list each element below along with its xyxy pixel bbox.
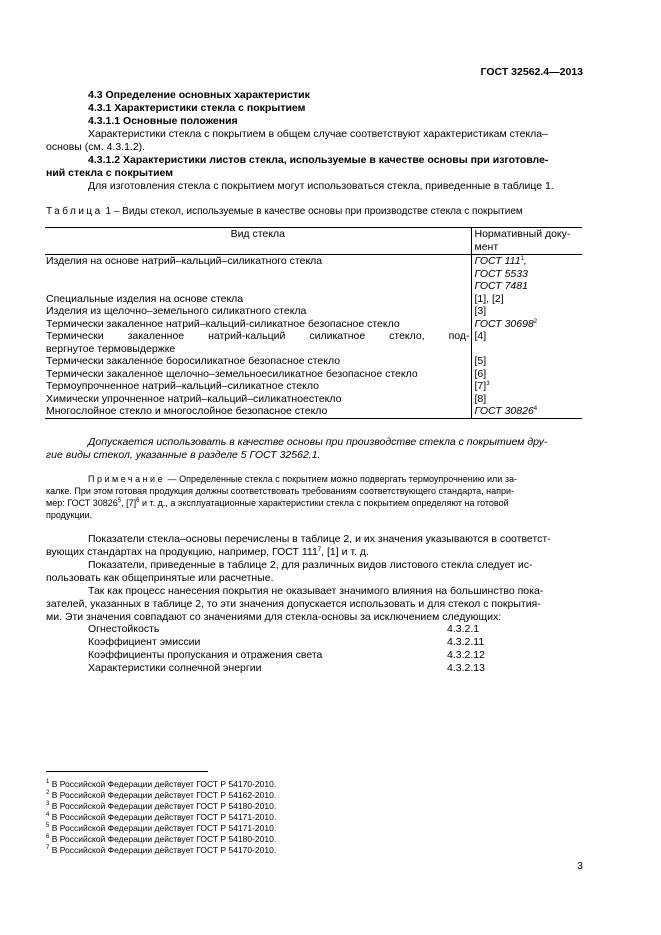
table-cell-document	[471, 343, 582, 356]
table-cell-document: [5]	[474, 355, 487, 367]
table-cell-document: $[7]^3$	[474, 380, 490, 392]
paragraph-line: Показатели стекла–основы перечислены в таблице 2, и их значения указываются в соответст-	[88, 533, 551, 545]
paragraph-line: зателей, указанных в таблице 2, то эти значения допускается использовать и для стекол с покрытия-	[46, 598, 541, 610]
exception-name: Коэффициенты пропускания и отражения света	[88, 649, 323, 661]
section-heading-4-3-1-2: 4.3.1.2 Характеристики листов стекла, используемые в качестве основы при изготовле-	[88, 154, 549, 166]
paragraph-line: пользовать как общепринятые или расчетные.	[46, 572, 274, 584]
exception-ref: 4.3.2.12	[447, 649, 485, 661]
note-line: Примечание — Определенные стекла с покрытием можно подвергать термоупрочнению или за-	[88, 474, 517, 484]
document-code: ГОСТ 32562.4—2013	[480, 66, 583, 78]
table-cell-glass-type: Многослойное стекло и многослойное безопасное стекло	[45, 405, 471, 418]
table-row	[45, 343, 582, 356]
footnote: $^4$ В Российской Федерации действует ГОСТ Р 54171-2010.	[46, 812, 277, 822]
table-cell-glass-type	[45, 268, 471, 281]
table-cell-glass-type: Изделия из щелочно–земельного силикатного стекла	[45, 305, 471, 318]
paragraph-line: Для изготовления стекла с покрытием могут использоваться стекла, приведенные в таблице 1.	[88, 180, 554, 192]
table-row	[45, 393, 582, 406]
table-1	[45, 227, 582, 419]
table-row	[45, 330, 582, 343]
table-cell-document: [8]	[474, 392, 487, 405]
section-heading-4-3-1-2-cont: ний стекла с покрытием	[46, 167, 174, 179]
table-caption: Таблица 1 – Виды стекол, используемые в качестве основы при производстве стекла с покрытием	[46, 206, 523, 217]
exception-name: Огнестойкость	[88, 623, 160, 635]
table-row	[45, 255, 582, 268]
table-cell-document: ГОСТ 5533	[474, 267, 528, 280]
table-row	[45, 380, 582, 393]
exception-name: Коэффициент эмиссии	[88, 636, 201, 648]
footnote: $^1$ В Российской Федерации действует ГОСТ Р 54170-2010.	[46, 779, 277, 789]
italic-note-line: гие виды стекол, указанные в разделе 5 ГОСТ 32562.1.	[46, 449, 321, 461]
table-cell-document: [4]	[474, 330, 487, 342]
exception-ref: 4.3.2.1	[447, 623, 480, 635]
paragraph-line: основы (см. 4.3.1.2).	[46, 141, 146, 153]
table-header-glass-type: Вид стекла	[45, 228, 471, 255]
table-cell-glass-type: Термически закаленное боросиликатное безопасное стекло	[45, 355, 471, 368]
table-cell-document: [1], [2]	[474, 292, 504, 305]
table-row	[45, 280, 582, 293]
exception-ref: 4.3.2.13	[447, 662, 485, 674]
footnote-divider	[46, 771, 208, 772]
table-cell-document: [6]	[474, 367, 487, 380]
table-cell-glass-type	[45, 280, 471, 293]
note-line: мер: ГОСТ 30826$^5$, $[7]^6$ и т. д., а эксплуатационные характеристики стекла с покрытием определяют на готовой	[46, 498, 509, 508]
table-cell-document: ГОСТ $111^1$,	[474, 255, 527, 267]
table-cell-glass-type: Термоупрочненное натрий–кальций–силикатное стекло	[45, 380, 471, 393]
table-row	[45, 318, 582, 331]
table-header-document: Нормативный доку- мент	[471, 228, 582, 255]
exception-ref: 4.3.2.11	[447, 636, 485, 648]
table-cell-glass-type: Изделия на основе натрий–кальций–силикатного стекла	[45, 255, 471, 268]
table-row	[45, 368, 582, 381]
paragraph-line: вующих стандартах на продукцию, например, ГОСТ $111^7$, [1] и т. д.	[46, 546, 369, 558]
footnote: $^6$ В Российской Федерации действует ГОСТ Р 54180-2010.	[46, 834, 277, 844]
table-cell-glass-type: Специальные изделия на основе стекла	[45, 293, 471, 306]
table-cell-glass-type: Термически закаленное натрий–кальций-силикатное безопасное стекло	[45, 318, 471, 331]
table-row	[45, 405, 582, 418]
paragraph-line: Характеристики стекла с покрытием в общем случае соответствуют характеристикам стекла–	[88, 128, 548, 140]
section-heading-4-3-1-1: 4.3.1.1 Основные положения	[88, 115, 238, 127]
footnote: $^7$ В Российской Федерации действует ГОСТ Р 54170-2010.	[46, 845, 277, 855]
table-row	[45, 305, 582, 318]
paragraph-line: ми. Эти значения совпадают со значениями для стекла-основы за исключением следующих:	[46, 611, 502, 623]
italic-note-line: Допускается использовать в качестве основы при производстве стекла с покрытием дру-	[88, 436, 548, 448]
table-cell-document: [3]	[474, 305, 487, 317]
footnote: $^2$ В Российской Федерации действует ГОСТ Р 54162-2010.	[46, 790, 277, 800]
paragraph-line: Так как процесс нанесения покрытия не оказывает значимого влияния на большинство пока-	[88, 585, 544, 597]
footnote: $^3$ В Российской Федерации действует ГОСТ Р 54180-2010.	[46, 801, 277, 811]
note-line: калке. При этом готовая продукция должны соответствовать требованиям соответствующего стандарта, напри-	[46, 486, 514, 496]
table-row	[45, 355, 582, 368]
table-cell-document: ГОСТ 30826$^4$	[471, 405, 582, 418]
table-cell-glass-type: Химически упрочненное натрий–кальций–силикатноестекло	[45, 393, 471, 406]
paragraph-line: Показатели, приведенные в таблице 2, для различных видов листового стекла следует ис-	[88, 559, 533, 571]
table-cell-document: ГОСТ 30698$^2$	[474, 317, 538, 330]
table-row	[45, 268, 582, 281]
section-heading-4-3-1: 4.3.1 Характеристики стекла с покрытием	[88, 102, 306, 114]
table-row	[45, 293, 582, 306]
exception-name: Характеристики солнечной энергии	[88, 662, 262, 674]
footnote: $^5$ В Российской Федерации действует ГОСТ Р 54171-2010.	[46, 823, 277, 833]
table-cell-glass-type: вергнутое термовыдержке	[45, 343, 471, 356]
note-label: Примечание	[88, 474, 166, 484]
section-heading-4-3: 4.3 Определение основных характеристик	[88, 89, 310, 101]
table-cell-glass-type: Термически закаленное натрий-кальций силикатное стекло, под-	[46, 330, 470, 342]
table-cell-document: ГОСТ 7481	[474, 280, 528, 292]
page-number: 3	[577, 860, 583, 872]
table-body	[45, 255, 582, 419]
table-header-row	[45, 228, 582, 255]
note-line: продукции.	[46, 510, 93, 520]
table-cell-glass-type: Термически закаленное щелочно–земельноесиликатное безопасное стекло	[45, 368, 471, 381]
